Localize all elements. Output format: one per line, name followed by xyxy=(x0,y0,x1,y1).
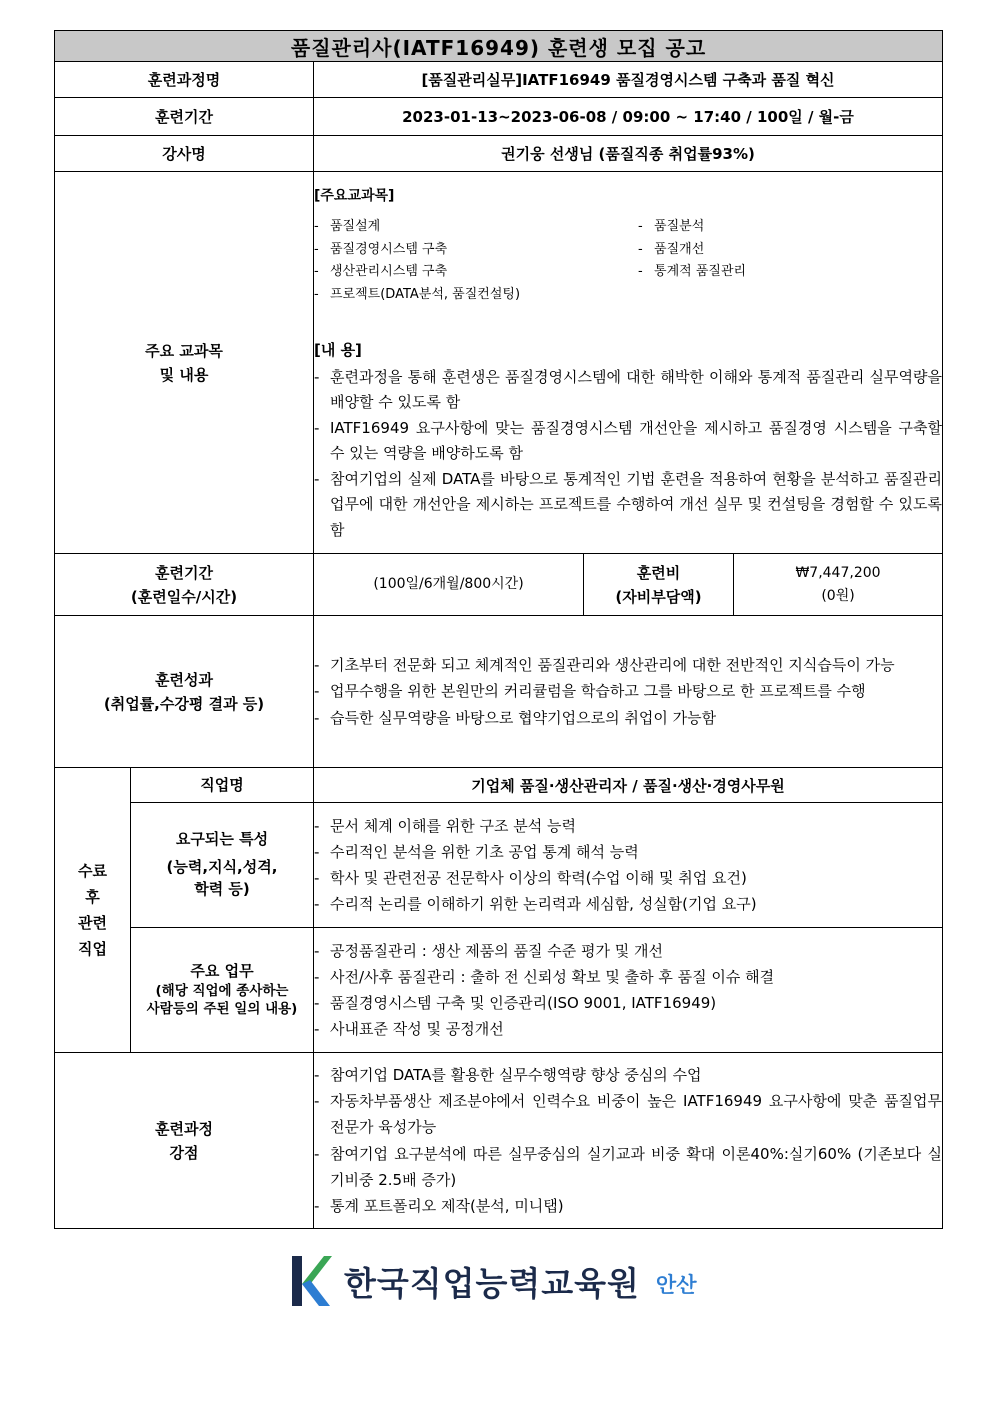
strength-item: - 자동차부품생산 제조분야에서 인력수요 비중이 높은 IATF16949 요구사항에 맞춘 품질업무 전문가 육성가능 xyxy=(314,1088,942,1141)
period-label: 훈련기간 xyxy=(55,98,314,136)
outcome-item: - 업무수행을 위한 본원만의 커리큘럼을 학습하고 그를 바탕으로 한 프로젝트를 수행 xyxy=(314,678,942,704)
content-item: - 참여기업의 실제 DATA를 바탕으로 통계적인 기법 훈련을 적용하여 현황을 분석하고 품질관리 업무에 대한 개선안을 제시하는 프로젝트를 수행하여 개선 실무 및 컨설팅을 경험할 수 있도록 함 xyxy=(314,467,942,544)
instructor-label: 강사명 xyxy=(55,136,314,172)
main-subjects-content xyxy=(314,172,943,554)
trait-item: - 수리적 논리를 이해하기 위한 논리력과 세심함, 성실함(기업 요구) xyxy=(314,891,942,917)
strength-item: - 참여기업 요구분석에 따른 실무중심의 실기교과 비중 확대 이론40%:실기60% (기존보다 실기비중 2.5배 증가) xyxy=(314,1141,942,1194)
duty-item: - 사전/사후 품질관리 : 출하 전 신뢰성 확보 및 출하 후 품질 이슈 해결 xyxy=(314,964,942,990)
strength-item: - 참여기업 DATA를 활용한 실무수행역량 향상 중심의 수업 xyxy=(314,1062,942,1088)
trait-item: - 문서 체계 이해를 위한 구조 분석 능력 xyxy=(314,813,942,839)
duty-item: - 품질경영시스템 구축 및 인증관리(ISO 9001, IATF16949) xyxy=(314,990,942,1016)
trait-item: - 학사 및 관련전공 전문학사 이상의 학력(수업 이해 및 취업 요건) xyxy=(314,865,942,891)
related-jobs-label-line: 수료 xyxy=(78,861,107,880)
content-item: - 훈련과정을 통해 훈련생은 품질경영시스템에 대한 해박한 이해와 통계적 품질관리 실무역량을 배양할 수 있도록 함 xyxy=(314,365,942,416)
trait-item: - 수리적인 분석을 위한 기초 공업 통계 해석 능력 xyxy=(314,839,942,865)
fee-label-line1: 훈련비 xyxy=(636,563,681,582)
subjects-heading: [주요교과목] xyxy=(314,187,395,204)
traits-content xyxy=(314,803,943,928)
course-name-label: 훈련과정명 xyxy=(55,62,314,98)
subject-item: - 품질설계 xyxy=(314,216,618,239)
related-jobs-label-line: 직업 xyxy=(78,940,107,959)
subject-item: - 프로젝트(DATA분석, 품질컨설팅) xyxy=(314,284,618,307)
duration-label xyxy=(55,554,314,616)
outcome-item: - 기초부터 전문화 되고 체계적인 품질관리와 생산관리에 대한 전반적인 지식습득이 가능 xyxy=(314,652,942,678)
related-jobs-label-line: 후 xyxy=(85,887,100,906)
content-list xyxy=(314,365,942,544)
related-jobs-label-line: 관련 xyxy=(78,914,107,932)
outcome-list xyxy=(314,652,942,731)
job-name-label: 직업명 xyxy=(131,768,314,803)
duties-label-line2: (해당 직업에 종사하는 xyxy=(155,983,289,1000)
duration-label-line2: (훈련일수/시간) xyxy=(130,587,238,606)
content-heading: [내 용] xyxy=(314,340,362,359)
subject-item: - 품질경영시스템 구축 xyxy=(314,239,618,262)
outcome-label-line1: 훈련성과 xyxy=(155,670,213,689)
recruitment-table xyxy=(54,30,943,1229)
traits-label-line2: (능력,지식,성격, xyxy=(166,858,278,877)
duty-item: - 사내표준 작성 및 공정개선 xyxy=(314,1016,942,1042)
fee-label-line2: (자비부담액) xyxy=(615,587,702,606)
content-item: - IATF16949 요구사항에 맞는 품질경영시스템 개선안을 제시하고 품질경영 시스템을 구축할 수 있는 역량을 배양하도록 함 xyxy=(314,416,942,467)
institute-branch: 안산 xyxy=(655,1273,697,1297)
document-title: 품질관리사(IATF16949) 훈련생 모집 공고 xyxy=(55,31,943,62)
duties-list xyxy=(314,938,942,1043)
duties-content xyxy=(314,928,943,1053)
instructor-value: 권기웅 선생님 (품질직종 취업률93%) xyxy=(314,136,943,172)
traits-label xyxy=(131,803,314,928)
strengths-list xyxy=(314,1062,942,1220)
traits-label-line3: 학력 등) xyxy=(194,879,250,898)
fee-amount: ₩7,447,200 xyxy=(795,565,881,582)
strengths-label-line2: 강점 xyxy=(169,1143,199,1162)
job-name-value: 기업체 품질·생산관리자 / 품질·생산·경영사무원 xyxy=(314,768,943,803)
subject-item: - 통계적 품질관리 xyxy=(638,261,942,284)
strength-item: - 통계 포트폴리오 제작(분석, 미니탭) xyxy=(314,1193,942,1219)
traits-label-line1: 요구되는 특성 xyxy=(175,830,269,849)
subjects-left-column xyxy=(314,216,618,307)
duration-label-line1: 훈련기간 xyxy=(155,563,213,582)
outcome-label xyxy=(55,616,314,768)
fee-self-pay: (0원) xyxy=(821,587,855,604)
outcome-item: - 습득한 실무역량을 바탕으로 협약기업으로의 취업이 가능함 xyxy=(314,705,942,731)
subjects-list xyxy=(314,216,942,307)
traits-list xyxy=(314,813,942,918)
k-logo-icon xyxy=(288,1254,332,1308)
subjects-right-column xyxy=(618,216,942,307)
subject-item: - 품질개선 xyxy=(638,239,942,262)
main-subjects-label xyxy=(55,172,314,554)
related-jobs-label xyxy=(55,768,131,1053)
subject-item: - 생산관리시스템 구축 xyxy=(314,261,618,284)
duties-label-line1: 주요 업무 xyxy=(190,961,254,980)
duty-item: - 공정품질관리 : 생산 제품의 품질 수준 평가 및 개선 xyxy=(314,938,942,964)
outcome-content xyxy=(314,616,943,768)
duties-label-line3: 사람등의 주된 일의 내용) xyxy=(146,1000,298,1017)
fee-value xyxy=(734,554,943,616)
duties-label xyxy=(131,928,314,1053)
outcome-label-line2: (취업률,수강평 결과 등) xyxy=(103,694,265,713)
strengths-content xyxy=(314,1053,943,1229)
strengths-label xyxy=(55,1053,314,1229)
course-name-value: [품질관리실무]IATF16949 품질경영시스템 구축과 품질 혁신 xyxy=(314,62,943,98)
strengths-label-line1: 훈련과정 xyxy=(155,1119,213,1138)
institute-name: 한국직업능력교육원 xyxy=(344,1263,640,1303)
duration-value: (100일/6개월/800시간) xyxy=(314,554,584,616)
subject-item: - 품질분석 xyxy=(638,216,942,239)
fee-label xyxy=(584,554,734,616)
institute-logo xyxy=(288,1253,758,1309)
main-subjects-label-line2: 및 내용 xyxy=(159,365,209,384)
period-value: 2023-01-13~2023-06-08 / 09:00 ~ 17:40 / 100일 / 월-금 xyxy=(314,98,943,136)
main-subjects-label-line1: 주요 교과목 xyxy=(145,341,223,360)
